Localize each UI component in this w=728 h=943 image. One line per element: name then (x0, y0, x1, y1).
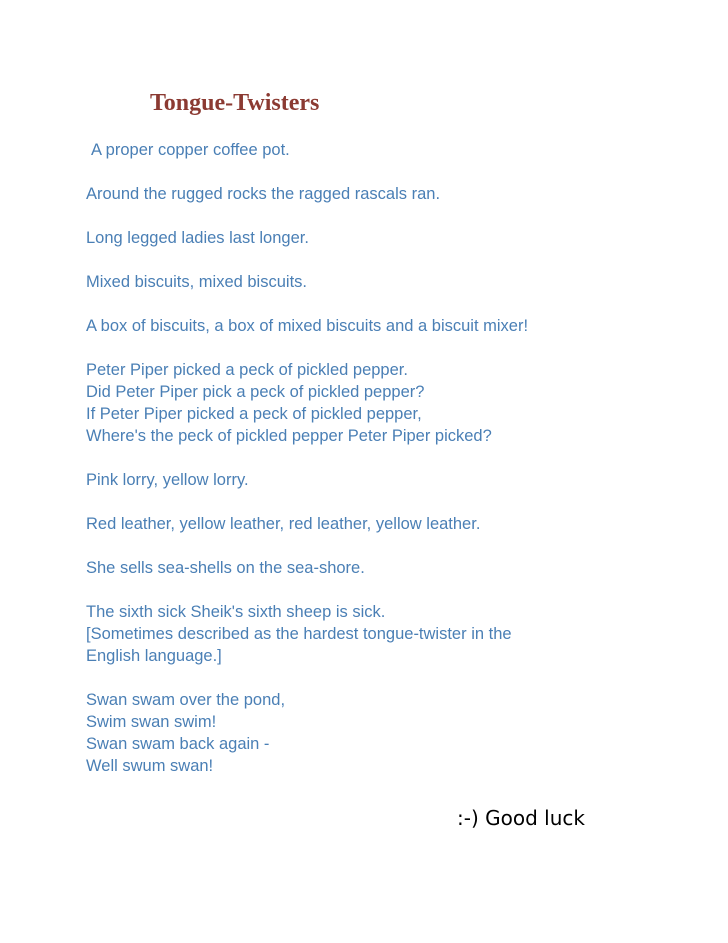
twister-paragraph (86, 139, 706, 161)
twister-line: [Sometimes described as the hardest tongue-twister in the (86, 625, 512, 643)
document-title: Tongue-Twisters (150, 90, 320, 116)
twister-line: English language.] (86, 647, 222, 665)
twister-paragraph (86, 359, 706, 447)
twister-line: Peter Piper picked a peck of pickled pepper. (86, 361, 408, 379)
twister-line: Swan swam over the pond, (86, 691, 286, 709)
paragraph-gap (86, 579, 706, 601)
twister-line: Pink lorry, yellow lorry. (86, 471, 249, 489)
paragraph-gap (86, 293, 706, 315)
twister-paragraph (86, 513, 706, 535)
paragraph-gap (86, 535, 706, 557)
twister-line: If Peter Piper picked a peck of pickled pepper, (86, 405, 422, 423)
twister-paragraph (86, 183, 706, 205)
twister-line: Swim swan swim! (86, 713, 217, 731)
twister-line: Swan swam back again - (86, 735, 270, 753)
paragraph-gap (86, 667, 706, 689)
paragraph-gap (86, 491, 706, 513)
paragraph-gap (86, 205, 706, 227)
twister-line: Well swum swan! (86, 757, 214, 775)
twister-line: Red leather, yellow leather, red leather, yellow leather. (86, 515, 481, 533)
signoff-text: :-) Good luck (457, 806, 585, 830)
twister-paragraph (86, 601, 706, 667)
twister-paragraph (86, 557, 706, 579)
twister-paragraph (86, 469, 706, 491)
paragraph-gap (86, 249, 706, 271)
paragraph-gap (86, 447, 706, 469)
twister-line: A proper copper coffee pot. (91, 141, 290, 159)
twister-line: She sells sea-shells on the sea-shore. (86, 559, 365, 577)
twister-paragraph (86, 271, 706, 293)
paragraph-gap (86, 337, 706, 359)
twister-line: Long legged ladies last longer. (86, 229, 309, 247)
paragraph-gap (86, 161, 706, 183)
twister-paragraph (86, 227, 706, 249)
twister-paragraph (86, 689, 706, 777)
twister-line: The sixth sick Sheik's sixth sheep is sick. (86, 603, 386, 621)
twister-paragraph (86, 315, 706, 337)
twister-line: Did Peter Piper pick a peck of pickled pepper? (86, 383, 425, 401)
twister-line: Around the rugged rocks the ragged rascals ran. (86, 185, 441, 203)
twister-line: A box of biscuits, a box of mixed biscuits and a biscuit mixer! (86, 317, 529, 335)
tongue-twister-list (86, 139, 706, 777)
twister-line: Where's the peck of pickled pepper Peter Piper picked? (86, 427, 492, 445)
twister-line: Mixed biscuits, mixed biscuits. (86, 273, 307, 291)
